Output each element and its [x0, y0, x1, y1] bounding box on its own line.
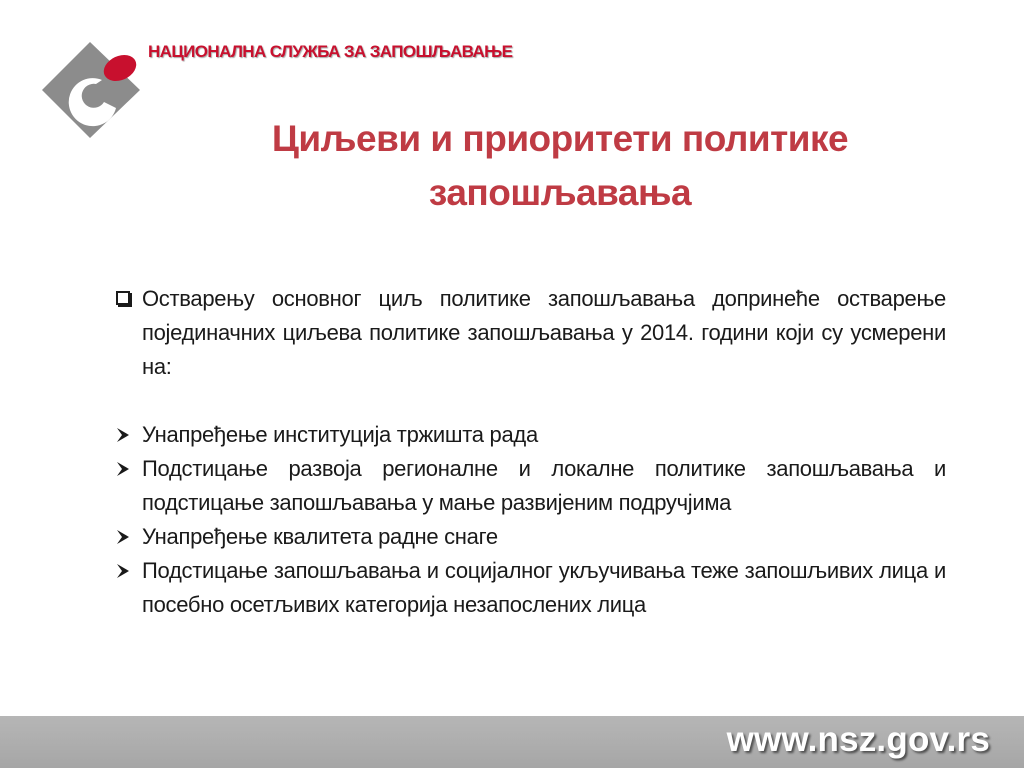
- arrow-bullet-icon: [114, 418, 142, 452]
- arrow-bullet-icon: [114, 452, 142, 486]
- list-item-text: Унапређење квалитета радне снаге: [142, 524, 498, 549]
- slide-content: [114, 282, 946, 622]
- nsz-logo-icon: [40, 40, 144, 140]
- list-item-text: Подстицање развоја регионалне и локалне политике запошљавања и подстицање запошљавања у мање развијеним подручјима: [142, 456, 946, 515]
- website-link[interactable]: www.nsz.gov.rs: [726, 720, 990, 759]
- list-item: [114, 418, 946, 452]
- spacer: [114, 384, 946, 418]
- list-item: [114, 452, 946, 520]
- title-line-2: запошљавања: [428, 172, 692, 213]
- title-line-1: Циљеви и приоритети политике: [271, 118, 849, 159]
- intro-text: Остварењу основног циљ политике запошљавања допринеће остварење појединачних циљева политике запошљавања у 2014. години који су усмерени на:: [142, 286, 946, 379]
- list-item-text: Подстицање запошљавања и социјалног укључивања теже запошљивих лица и посебно осетљивих категорија незапослених лица: [142, 558, 946, 617]
- slide-title: [200, 112, 920, 220]
- footer-bar: [0, 716, 1024, 768]
- arrow-bullet-icon: [114, 520, 142, 554]
- list-item: [114, 554, 946, 622]
- list-item: [114, 520, 946, 554]
- arrow-bullet-icon: [114, 554, 142, 588]
- intro-item: [114, 282, 946, 384]
- list-item-text: Унапређење институција тржишта рада: [142, 422, 538, 447]
- organization-name: НАЦИОНАЛНА СЛУЖБА ЗА ЗАПОШЉАВАЊЕ: [148, 42, 513, 61]
- checkbox-square-icon: [114, 282, 142, 316]
